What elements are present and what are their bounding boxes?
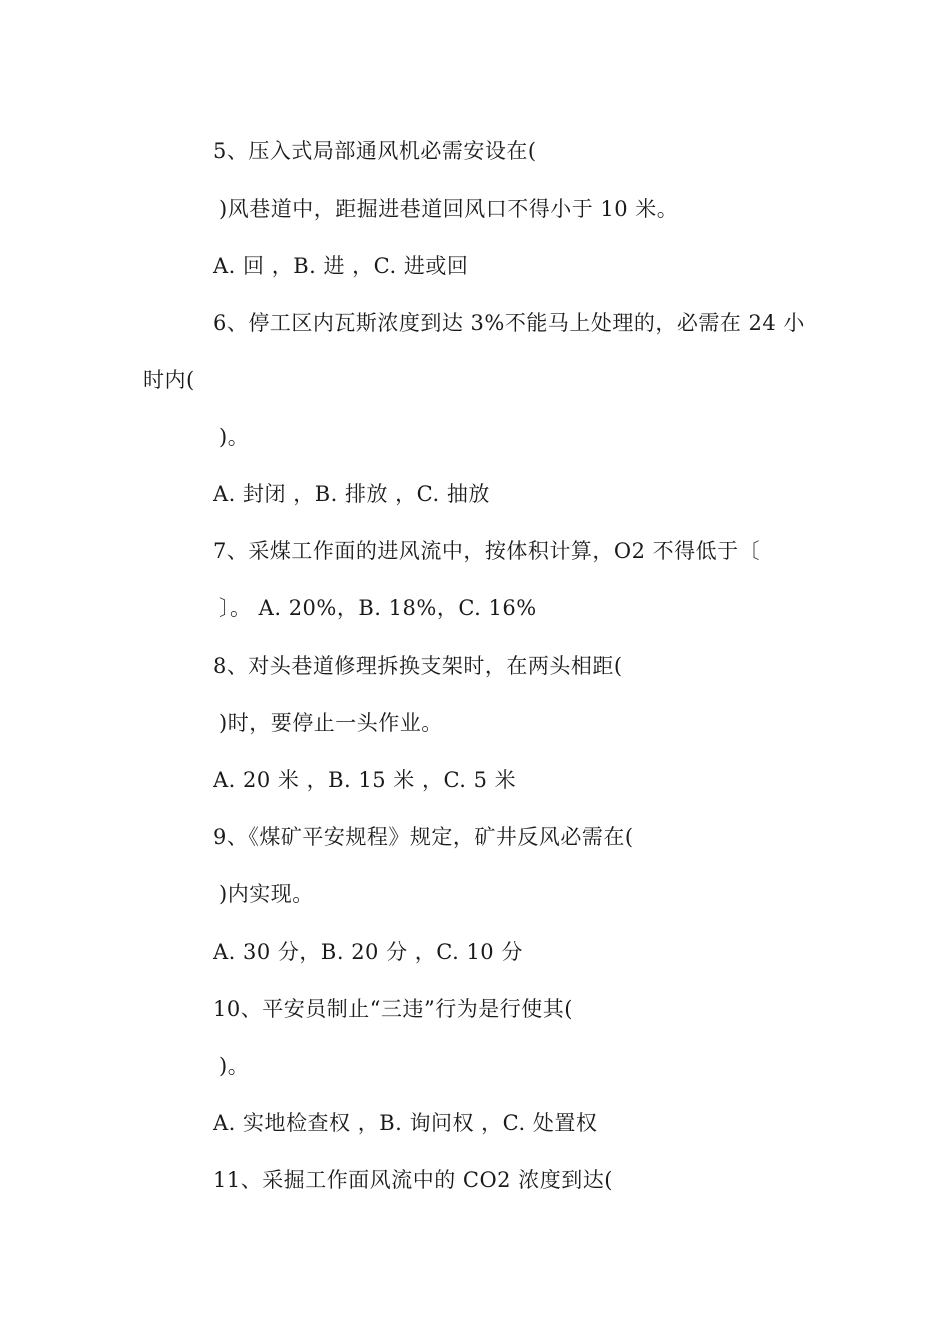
question-10-blank: )。 (219, 1054, 250, 1078)
question-5-options: A. 回 ，B. 进 ，C. 进或回 (213, 254, 469, 278)
question-8-stem: 8、对头巷道修理拆换支架时，在两头相距( (213, 654, 623, 678)
question-7-stem: 7、采煤工作面的进风流中，按体积计算，O2 不得低于〔 (213, 539, 761, 563)
question-11-stem: 11、采掘工作面风流中的 CO2 浓度到达( (213, 1168, 613, 1192)
question-7-options: 〕。 A. 20%，B. 18%，C. 16% (219, 596, 537, 620)
question-8-continuation: )时，要停止一头作业。 (219, 711, 443, 735)
question-9-options: A. 30 分，B. 20 分 ，C. 10 分 (213, 940, 523, 964)
question-10-stem: 10、平安员制止“三违”行为是行使其( (213, 997, 573, 1021)
question-8-options: A. 20 米 ，B. 15 米 ，C. 5 米 (213, 768, 517, 792)
question-6-continuation: 时内( (143, 368, 195, 392)
question-6-options: A. 封闭 ，B. 排放 ，C. 抽放 (213, 482, 490, 506)
question-5-continuation: )风巷道中，距掘进巷道回风口不得小于 10 米。 (219, 197, 679, 221)
question-9-stem: 9、《煤矿平安规程》规定，矿井反风必需在( (213, 825, 634, 849)
question-9-continuation: )内实现。 (219, 882, 314, 906)
question-6-blank: )。 (219, 425, 250, 449)
question-5-stem: 5、压入式局部通风机必需安设在( (213, 139, 537, 163)
question-6-stem: 6、停工区内瓦斯浓度到达 3%不能马上处理的，必需在 24 小 (213, 311, 805, 335)
question-10-options: A. 实地检查权 ，B. 询问权 ，C. 处置权 (213, 1111, 598, 1135)
